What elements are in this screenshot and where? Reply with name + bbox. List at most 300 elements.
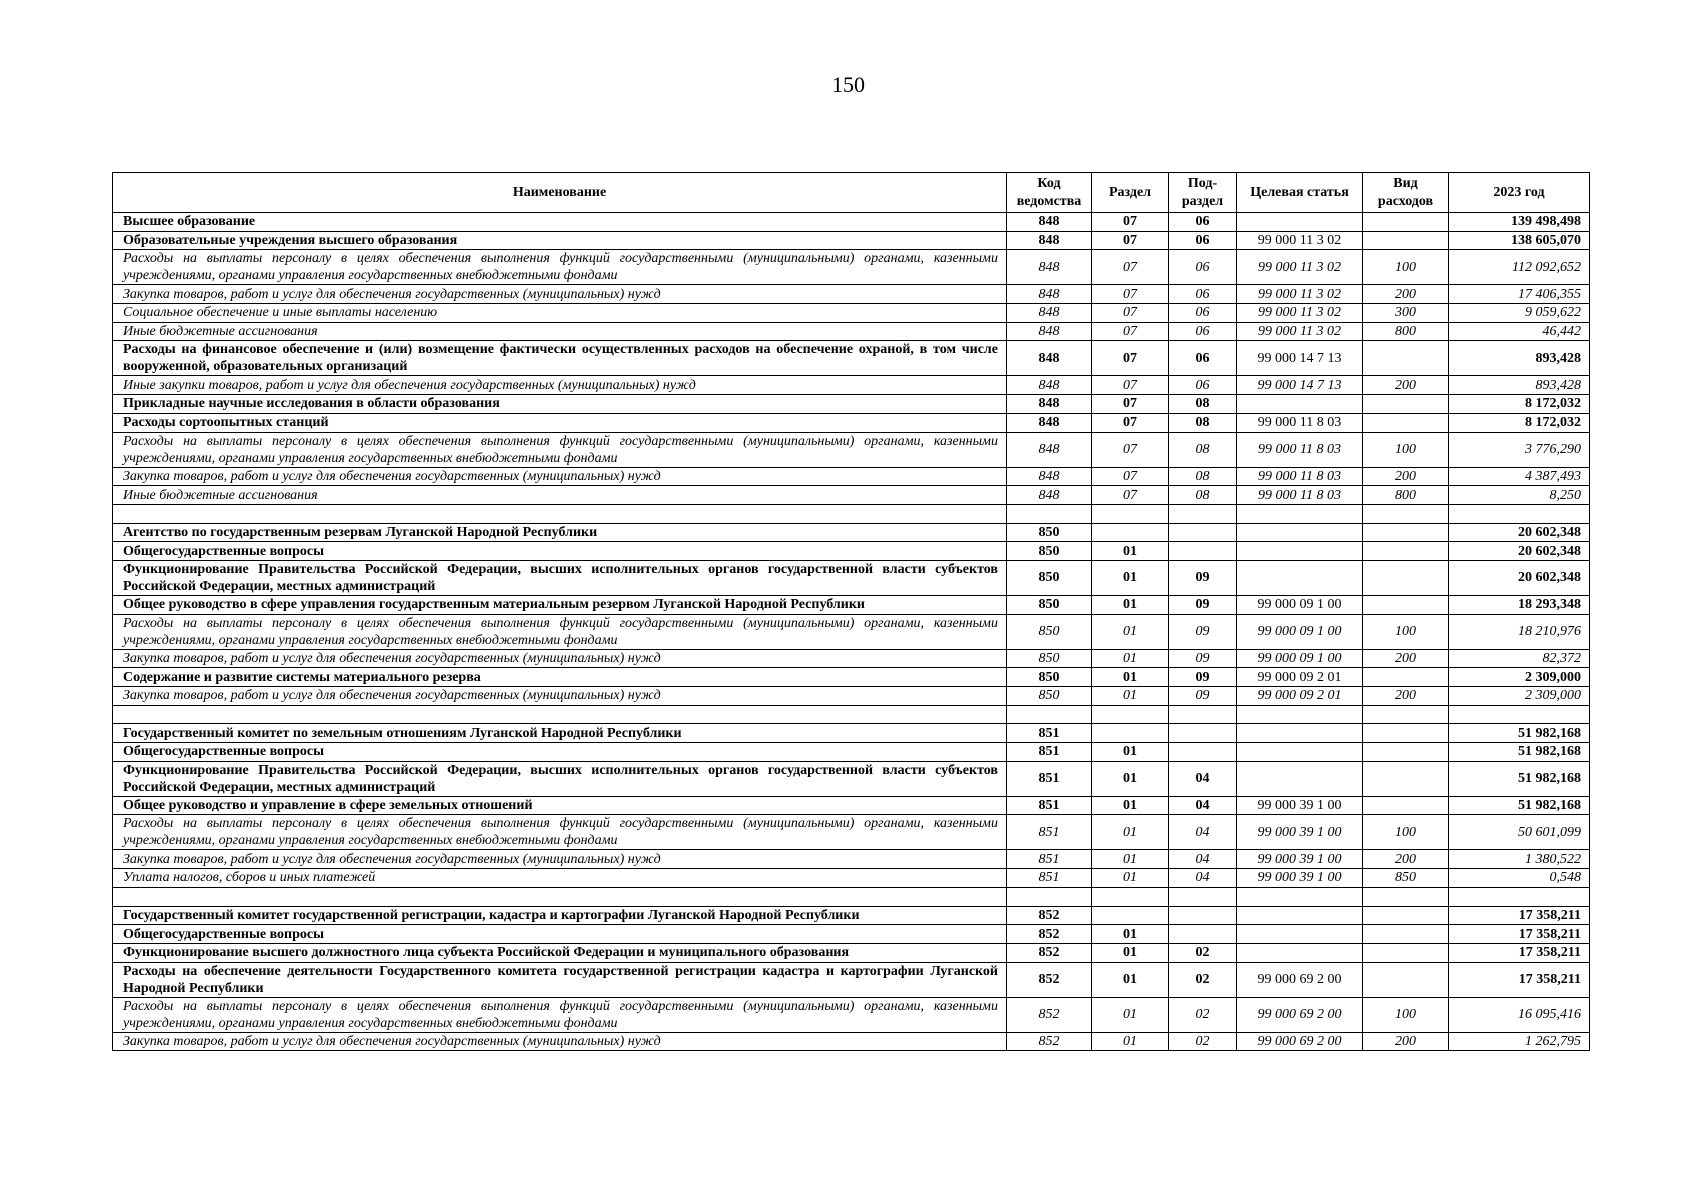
- table-row: [113, 869, 1590, 888]
- table-row: [113, 743, 1590, 762]
- row-section: 01: [1092, 542, 1169, 561]
- row-name: Расходы на выплаты персоналу в целях обеспечения выполнения функций государственными (муниципальными) органами, казенными учреждениями, органами управления государственных внебюджетными фондами: [113, 815, 1007, 850]
- row-article: [1237, 743, 1363, 762]
- row-article: 99 000 11 8 03: [1237, 413, 1363, 432]
- table-row: [113, 815, 1590, 850]
- row-expense-type: [1363, 796, 1449, 815]
- row-section: 01: [1092, 595, 1169, 614]
- row-amount: [1449, 705, 1590, 724]
- row-expense-type: [1363, 213, 1449, 232]
- row-subsection: 08: [1169, 467, 1237, 486]
- row-name: Закупка товаров, работ и услуг для обеспечения государственных (муниципальных) нужд: [113, 687, 1007, 706]
- row-article: 99 000 39 1 00: [1237, 796, 1363, 815]
- row-expense-type: 800: [1363, 486, 1449, 505]
- row-amount: 20 602,348: [1449, 542, 1590, 561]
- table-row: [113, 285, 1590, 304]
- row-section: 01: [1092, 560, 1169, 595]
- row-section: 07: [1092, 395, 1169, 414]
- row-code: 848: [1007, 250, 1092, 285]
- row-name: Образовательные учреждения высшего образования: [113, 231, 1007, 250]
- row-amount: 138 605,070: [1449, 231, 1590, 250]
- row-amount: [1449, 887, 1590, 906]
- row-expense-type: 100: [1363, 997, 1449, 1032]
- row-article: 99 000 11 3 02: [1237, 250, 1363, 285]
- row-subsection: 06: [1169, 231, 1237, 250]
- row-expense-type: [1363, 341, 1449, 376]
- row-subsection: 02: [1169, 943, 1237, 962]
- row-name: Расходы на выплаты персоналу в целях обеспечения выполнения функций государственными (муниципальными) органами, казенными учреждениями, органами управления государственных внебюджетными фондами: [113, 250, 1007, 285]
- row-subsection: 09: [1169, 649, 1237, 668]
- row-subsection: 04: [1169, 869, 1237, 888]
- row-amount: 18 210,976: [1449, 614, 1590, 649]
- row-article: 99 000 09 2 01: [1237, 687, 1363, 706]
- row-code: 850: [1007, 560, 1092, 595]
- row-amount: 18 293,348: [1449, 595, 1590, 614]
- row-amount: 1 262,795: [1449, 1032, 1590, 1051]
- row-expense-type: [1363, 724, 1449, 743]
- table-row: [113, 250, 1590, 285]
- table-row: [113, 341, 1590, 376]
- row-name: Иные закупки товаров, работ и услуг для обеспечения государственных (муниципальных) нужд: [113, 376, 1007, 395]
- row-section: 07: [1092, 432, 1169, 467]
- row-name: Социальное обеспечение и иные выплаты населению: [113, 304, 1007, 323]
- table-row: [113, 542, 1590, 561]
- table-row: [113, 395, 1590, 414]
- row-code: 850: [1007, 687, 1092, 706]
- table-row: [113, 614, 1590, 649]
- row-expense-type: [1363, 231, 1449, 250]
- row-name: Иные бюджетные ассигнования: [113, 486, 1007, 505]
- table-row: [113, 925, 1590, 944]
- row-article: 99 000 39 1 00: [1237, 869, 1363, 888]
- row-subsection: 02: [1169, 1032, 1237, 1051]
- row-subsection: 06: [1169, 285, 1237, 304]
- header-subsection: Под-раздел: [1169, 173, 1237, 213]
- row-section: 07: [1092, 322, 1169, 341]
- table-row: [113, 467, 1590, 486]
- row-section: 01: [1092, 687, 1169, 706]
- row-code: 852: [1007, 943, 1092, 962]
- row-section: 07: [1092, 231, 1169, 250]
- row-article: 99 000 14 7 13: [1237, 341, 1363, 376]
- table-row: [113, 413, 1590, 432]
- row-name: Общегосударственные вопросы: [113, 743, 1007, 762]
- row-section: 01: [1092, 815, 1169, 850]
- row-section: [1092, 705, 1169, 724]
- row-amount: 51 982,168: [1449, 724, 1590, 743]
- row-article: 99 000 11 8 03: [1237, 432, 1363, 467]
- row-code: 848: [1007, 432, 1092, 467]
- row-article: [1237, 724, 1363, 743]
- row-article: 99 000 09 1 00: [1237, 649, 1363, 668]
- row-code: 848: [1007, 213, 1092, 232]
- row-section: [1092, 887, 1169, 906]
- row-subsection: 08: [1169, 395, 1237, 414]
- row-code: 850: [1007, 668, 1092, 687]
- row-subsection: [1169, 906, 1237, 925]
- table-row: [113, 504, 1590, 523]
- row-article: [1237, 504, 1363, 523]
- row-section: 07: [1092, 285, 1169, 304]
- row-name: Расходы на выплаты персоналу в целях обеспечения выполнения функций государственными (муниципальными) органами, казенными учреждениями, органами управления государственных внебюджетными фондами: [113, 997, 1007, 1032]
- row-article: 99 000 69 2 00: [1237, 962, 1363, 997]
- row-code: 850: [1007, 595, 1092, 614]
- row-name: Закупка товаров, работ и услуг для обеспечения государственных (муниципальных) нужд: [113, 1032, 1007, 1051]
- header-article: Целевая статья: [1237, 173, 1363, 213]
- row-amount: 893,428: [1449, 341, 1590, 376]
- row-section: 01: [1092, 997, 1169, 1032]
- table-row: [113, 213, 1590, 232]
- row-code: 851: [1007, 850, 1092, 869]
- row-code: 852: [1007, 906, 1092, 925]
- row-code: 848: [1007, 467, 1092, 486]
- row-amount: 8,250: [1449, 486, 1590, 505]
- row-article: 99 000 69 2 00: [1237, 997, 1363, 1032]
- row-name: Расходы сортоопытных станций: [113, 413, 1007, 432]
- row-code: [1007, 705, 1092, 724]
- table-row: [113, 304, 1590, 323]
- row-article: [1237, 761, 1363, 796]
- row-section: 01: [1092, 943, 1169, 962]
- table-row: [113, 887, 1590, 906]
- header-section: Раздел: [1092, 173, 1169, 213]
- row-subsection: 06: [1169, 250, 1237, 285]
- table-row: [113, 761, 1590, 796]
- row-subsection: [1169, 504, 1237, 523]
- row-section: [1092, 724, 1169, 743]
- row-article: 99 000 09 1 00: [1237, 614, 1363, 649]
- row-section: 07: [1092, 250, 1169, 285]
- row-name: Уплата налогов, сборов и иных платежей: [113, 869, 1007, 888]
- row-expense-type: [1363, 962, 1449, 997]
- row-amount: 112 092,652: [1449, 250, 1590, 285]
- row-subsection: 04: [1169, 850, 1237, 869]
- row-amount: 17 358,211: [1449, 943, 1590, 962]
- row-subsection: [1169, 925, 1237, 944]
- row-expense-type: 300: [1363, 304, 1449, 323]
- row-subsection: [1169, 887, 1237, 906]
- row-section: 01: [1092, 796, 1169, 815]
- table-body: [113, 213, 1590, 1051]
- row-section: 07: [1092, 486, 1169, 505]
- row-name: Иные бюджетные ассигнования: [113, 322, 1007, 341]
- row-name: Государственный комитет по земельным отношениям Луганской Народной Республики: [113, 724, 1007, 743]
- row-subsection: 06: [1169, 376, 1237, 395]
- row-section: 07: [1092, 213, 1169, 232]
- row-amount: 17 358,211: [1449, 962, 1590, 997]
- row-expense-type: [1363, 542, 1449, 561]
- budget-table: [112, 172, 1590, 1051]
- table-row: [113, 231, 1590, 250]
- row-article: 99 000 11 3 02: [1237, 304, 1363, 323]
- header-name: Наименование: [113, 173, 1007, 213]
- row-name: [113, 887, 1007, 906]
- row-amount: 17 406,355: [1449, 285, 1590, 304]
- row-amount: 20 602,348: [1449, 560, 1590, 595]
- row-article: [1237, 887, 1363, 906]
- table-row: [113, 486, 1590, 505]
- table-row: [113, 595, 1590, 614]
- row-subsection: 06: [1169, 213, 1237, 232]
- row-expense-type: [1363, 925, 1449, 944]
- row-section: 01: [1092, 614, 1169, 649]
- row-expense-type: 200: [1363, 376, 1449, 395]
- row-amount: 51 982,168: [1449, 796, 1590, 815]
- row-amount: [1449, 504, 1590, 523]
- row-subsection: 09: [1169, 668, 1237, 687]
- table-row: [113, 523, 1590, 542]
- row-expense-type: [1363, 668, 1449, 687]
- row-article: [1237, 705, 1363, 724]
- row-amount: 51 982,168: [1449, 761, 1590, 796]
- row-expense-type: 200: [1363, 467, 1449, 486]
- table-row: [113, 687, 1590, 706]
- row-code: 852: [1007, 925, 1092, 944]
- row-subsection: 06: [1169, 322, 1237, 341]
- row-section: 01: [1092, 925, 1169, 944]
- header-code: Код ведомства: [1007, 173, 1092, 213]
- row-code: 852: [1007, 997, 1092, 1032]
- row-name: Закупка товаров, работ и услуг для обеспечения государственных (муниципальных) нужд: [113, 467, 1007, 486]
- row-code: 850: [1007, 542, 1092, 561]
- row-section: 01: [1092, 743, 1169, 762]
- row-name: Высшее образование: [113, 213, 1007, 232]
- row-subsection: 08: [1169, 432, 1237, 467]
- row-name: Функционирование Правительства Российской Федерации, высших исполнительных органов государственной власти субъектов Российской Федерации, местных администраций: [113, 560, 1007, 595]
- table-row: [113, 649, 1590, 668]
- row-name: Функционирование высшего должностного лица субъекта Российской Федерации и муниципального образования: [113, 943, 1007, 962]
- row-article: [1237, 213, 1363, 232]
- row-amount: 1 380,522: [1449, 850, 1590, 869]
- table-row: [113, 997, 1590, 1032]
- row-expense-type: [1363, 906, 1449, 925]
- row-section: 01: [1092, 962, 1169, 997]
- row-subsection: 04: [1169, 761, 1237, 796]
- row-amount: 17 358,211: [1449, 925, 1590, 944]
- row-amount: 20 602,348: [1449, 523, 1590, 542]
- row-subsection: [1169, 724, 1237, 743]
- row-name: Агентство по государственным резервам Луганской Народной Республики: [113, 523, 1007, 542]
- row-subsection: 09: [1169, 560, 1237, 595]
- row-expense-type: [1363, 504, 1449, 523]
- row-section: 07: [1092, 413, 1169, 432]
- header-expense-type: Вид расходов: [1363, 173, 1449, 213]
- table-row: [113, 322, 1590, 341]
- page-number: 150: [832, 72, 865, 97]
- row-amount: 17 358,211: [1449, 906, 1590, 925]
- row-expense-type: [1363, 413, 1449, 432]
- row-article: 99 000 14 7 13: [1237, 376, 1363, 395]
- row-code: 850: [1007, 523, 1092, 542]
- row-name: Общее руководство в сфере управления государственным материальным резервом Луганской Народной Республики: [113, 595, 1007, 614]
- row-expense-type: [1363, 523, 1449, 542]
- row-section: 01: [1092, 1032, 1169, 1051]
- row-subsection: 09: [1169, 687, 1237, 706]
- row-amount: 139 498,498: [1449, 213, 1590, 232]
- row-subsection: 06: [1169, 304, 1237, 323]
- row-amount: 8 172,032: [1449, 395, 1590, 414]
- header-year: 2023 год: [1449, 173, 1590, 213]
- row-subsection: 04: [1169, 815, 1237, 850]
- row-name: Расходы на выплаты персоналу в целях обеспечения выполнения функций государственными (муниципальными) органами, казенными учреждениями, органами управления государственных внебюджетными фондами: [113, 432, 1007, 467]
- row-subsection: 02: [1169, 962, 1237, 997]
- row-expense-type: [1363, 943, 1449, 962]
- row-expense-type: [1363, 595, 1449, 614]
- row-section: 01: [1092, 850, 1169, 869]
- row-amount: 9 059,622: [1449, 304, 1590, 323]
- row-section: [1092, 504, 1169, 523]
- row-expense-type: [1363, 560, 1449, 595]
- row-expense-type: [1363, 761, 1449, 796]
- row-expense-type: 100: [1363, 815, 1449, 850]
- row-code: 850: [1007, 649, 1092, 668]
- row-subsection: 09: [1169, 595, 1237, 614]
- table-row: [113, 724, 1590, 743]
- row-code: 848: [1007, 285, 1092, 304]
- row-subsection: 06: [1169, 341, 1237, 376]
- row-amount: 4 387,493: [1449, 467, 1590, 486]
- row-expense-type: 200: [1363, 285, 1449, 304]
- row-section: 07: [1092, 467, 1169, 486]
- row-name: Прикладные научные исследования в области образования: [113, 395, 1007, 414]
- row-subsection: 04: [1169, 796, 1237, 815]
- row-subsection: 08: [1169, 413, 1237, 432]
- row-article: 99 000 11 3 02: [1237, 231, 1363, 250]
- row-amount: 16 095,416: [1449, 997, 1590, 1032]
- row-article: 99 000 11 8 03: [1237, 467, 1363, 486]
- table-row: [113, 906, 1590, 925]
- row-subsection: [1169, 705, 1237, 724]
- row-amount: 82,372: [1449, 649, 1590, 668]
- row-section: 01: [1092, 649, 1169, 668]
- row-expense-type: 200: [1363, 1032, 1449, 1051]
- row-code: 851: [1007, 724, 1092, 743]
- row-expense-type: 200: [1363, 687, 1449, 706]
- row-article: [1237, 395, 1363, 414]
- row-article: [1237, 542, 1363, 561]
- row-code: 852: [1007, 962, 1092, 997]
- row-name: [113, 705, 1007, 724]
- row-name: Общегосударственные вопросы: [113, 925, 1007, 944]
- row-article: [1237, 943, 1363, 962]
- row-name: Закупка товаров, работ и услуг для обеспечения государственных (муниципальных) нужд: [113, 285, 1007, 304]
- row-code: 852: [1007, 1032, 1092, 1051]
- row-article: [1237, 906, 1363, 925]
- row-section: 07: [1092, 341, 1169, 376]
- row-section: [1092, 906, 1169, 925]
- row-expense-type: [1363, 395, 1449, 414]
- row-amount: 893,428: [1449, 376, 1590, 395]
- row-article: 99 000 11 8 03: [1237, 486, 1363, 505]
- row-section: 01: [1092, 668, 1169, 687]
- row-amount: 50 601,099: [1449, 815, 1590, 850]
- row-amount: 2 309,000: [1449, 668, 1590, 687]
- row-name: Функционирование Правительства Российской Федерации, высших исполнительных органов государственной власти субъектов Российской Федерации, местных администраций: [113, 761, 1007, 796]
- row-name: Общее руководство и управление в сфере земельных отношений: [113, 796, 1007, 815]
- row-code: 850: [1007, 614, 1092, 649]
- row-name: Содержание и развитие системы материального резерва: [113, 668, 1007, 687]
- table-row: [113, 943, 1590, 962]
- row-subsection: 02: [1169, 997, 1237, 1032]
- row-name: Расходы на обеспечение деятельности Государственного комитета государственной регистрации кадастра и картографии Луганской Народной Республики: [113, 962, 1007, 997]
- row-name: Расходы на выплаты персоналу в целях обеспечения выполнения функций государственными (муниципальными) органами, казенными учреждениями, органами управления государственных внебюджетными фондами: [113, 614, 1007, 649]
- row-code: [1007, 887, 1092, 906]
- row-code: 851: [1007, 815, 1092, 850]
- row-name: Расходы на финансовое обеспечение и (или) возмещение фактически осуществленных расходов на обеспечение охраной, в том числе вооруженной, образовательных организаций: [113, 341, 1007, 376]
- row-amount: 2 309,000: [1449, 687, 1590, 706]
- table-row: [113, 432, 1590, 467]
- row-subsection: 09: [1169, 614, 1237, 649]
- row-expense-type: 100: [1363, 432, 1449, 467]
- row-amount: 46,442: [1449, 322, 1590, 341]
- row-name: [113, 504, 1007, 523]
- row-article: [1237, 560, 1363, 595]
- row-name: Государственный комитет государственной регистрации, кадастра и картографии Луганской Народной Республики: [113, 906, 1007, 925]
- row-subsection: 08: [1169, 486, 1237, 505]
- row-article: 99 000 69 2 00: [1237, 1032, 1363, 1051]
- row-code: 848: [1007, 341, 1092, 376]
- row-code: 848: [1007, 413, 1092, 432]
- row-amount: 51 982,168: [1449, 743, 1590, 762]
- table-row: [113, 560, 1590, 595]
- row-expense-type: 100: [1363, 614, 1449, 649]
- row-name: Закупка товаров, работ и услуг для обеспечения государственных (муниципальных) нужд: [113, 649, 1007, 668]
- row-code: 851: [1007, 796, 1092, 815]
- row-expense-type: [1363, 705, 1449, 724]
- row-subsection: [1169, 523, 1237, 542]
- row-code: 851: [1007, 761, 1092, 796]
- row-amount: 0,548: [1449, 869, 1590, 888]
- row-expense-type: 200: [1363, 649, 1449, 668]
- row-code: 848: [1007, 486, 1092, 505]
- row-expense-type: [1363, 743, 1449, 762]
- row-subsection: [1169, 743, 1237, 762]
- row-section: 07: [1092, 376, 1169, 395]
- row-expense-type: 200: [1363, 850, 1449, 869]
- row-article: [1237, 523, 1363, 542]
- table-row: [113, 796, 1590, 815]
- row-name: Общегосударственные вопросы: [113, 542, 1007, 561]
- row-section: 01: [1092, 869, 1169, 888]
- row-amount: 3 776,290: [1449, 432, 1590, 467]
- row-expense-type: [1363, 887, 1449, 906]
- table-row: [113, 376, 1590, 395]
- table-row: [113, 850, 1590, 869]
- row-article: 99 000 39 1 00: [1237, 850, 1363, 869]
- row-article: 99 000 09 2 01: [1237, 668, 1363, 687]
- row-section: 01: [1092, 761, 1169, 796]
- table-header-row: [113, 173, 1590, 213]
- row-expense-type: 800: [1363, 322, 1449, 341]
- table-row: [113, 962, 1590, 997]
- row-article: 99 000 11 3 02: [1237, 322, 1363, 341]
- row-amount: 8 172,032: [1449, 413, 1590, 432]
- row-code: 848: [1007, 376, 1092, 395]
- row-code: 851: [1007, 869, 1092, 888]
- row-name: Закупка товаров, работ и услуг для обеспечения государственных (муниципальных) нужд: [113, 850, 1007, 869]
- row-section: 07: [1092, 304, 1169, 323]
- row-code: [1007, 504, 1092, 523]
- row-article: 99 000 11 3 02: [1237, 285, 1363, 304]
- row-code: 851: [1007, 743, 1092, 762]
- row-code: 848: [1007, 231, 1092, 250]
- row-article: [1237, 925, 1363, 944]
- table-row: [113, 1032, 1590, 1051]
- row-subsection: [1169, 542, 1237, 561]
- table-row: [113, 668, 1590, 687]
- row-article: 99 000 09 1 00: [1237, 595, 1363, 614]
- row-code: 848: [1007, 322, 1092, 341]
